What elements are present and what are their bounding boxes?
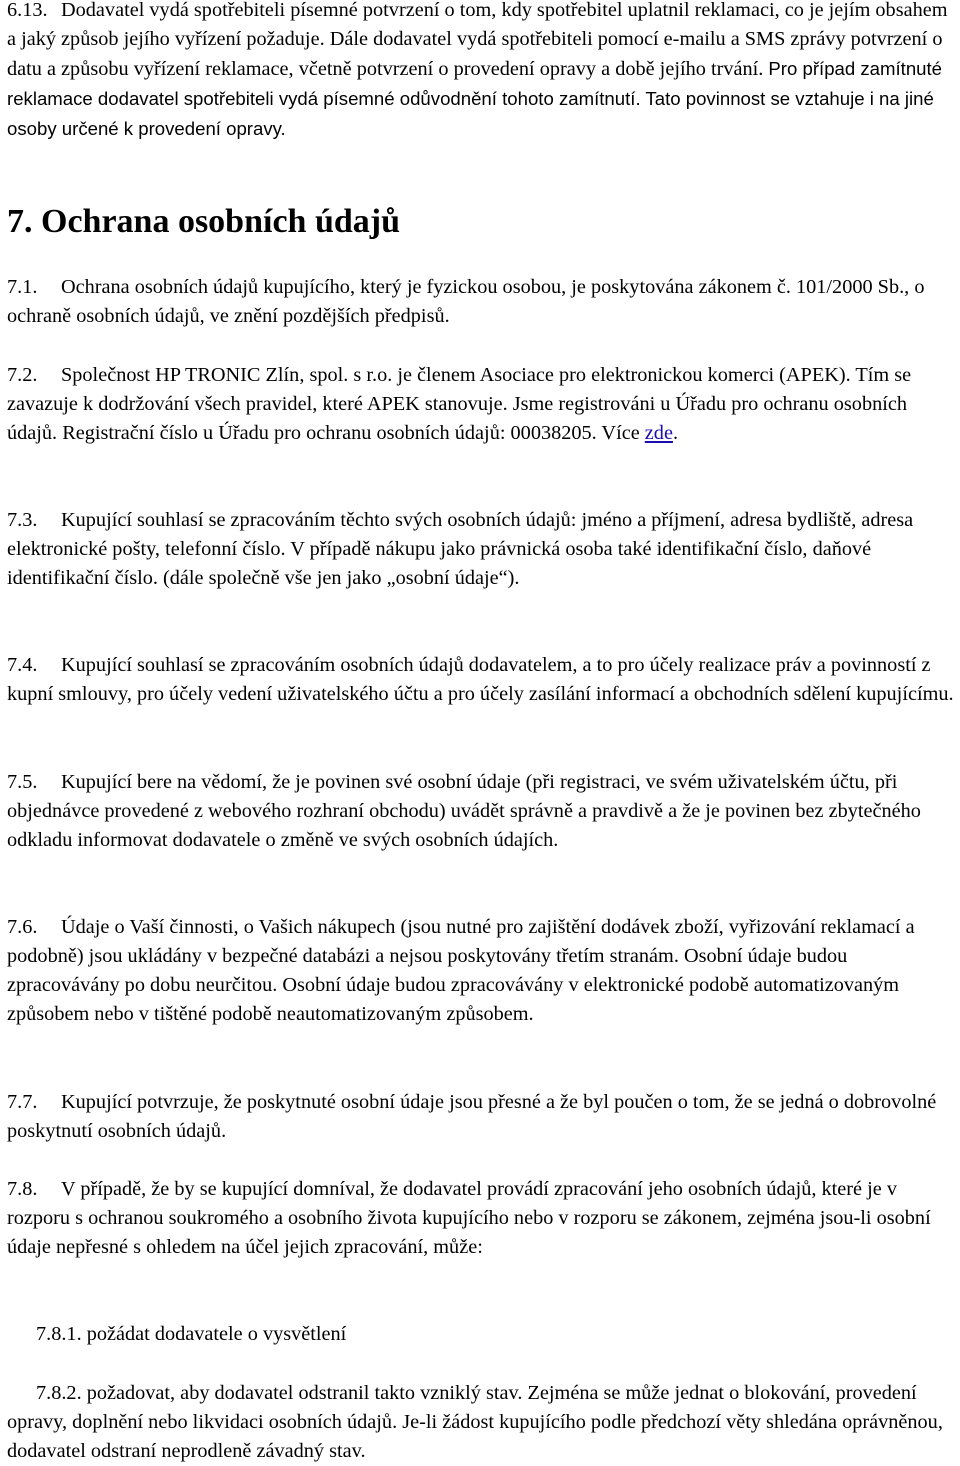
- section-text: Společnost HP TRONIC Zlín, spol. s r.o. je členem Asociace pro elektronickou komerci (APEK). Tím se zavazuje k dodržování všech pravidel, které APEK stanovuje. Jsme registrováni u Úřadu pro ochranu osobních údajů. Registrační číslo u Úřadu pro ochranu osobních údajů: 00038205. Více: [7, 364, 912, 444]
- section-number: 7.1.: [7, 276, 38, 298]
- section-7-8-2: 7.8.2. požadovat, aby dodavatel odstranil takto vzniklý stav. Zejména se může jednat o blokování, provedení opravy, doplnění nebo likvidaci osobních údajů. Je-li žádost kupujícího podle předchozí věty shledána oprávněnou, dodavatel odstraní neprodleně závadný stav.: [7, 1382, 943, 1462]
- section-text: Kupující souhlasí se zpracováním osobních údajů dodavatelem, a to pro účely realizace práv a povinností z kupní smlouvy, pro účely vedení uživatelského účtu a pro účely zasílání informací a obchodních sdělení kupujícímu.: [7, 654, 954, 705]
- section-number: 7.8.: [7, 1178, 38, 1200]
- section-7-5: [7, 768, 955, 855]
- section-number: 7.3.: [7, 509, 38, 531]
- section-7-8-1: 7.8.1. požádat dodavatele o vysvětlení: [36, 1323, 347, 1345]
- section-7-1: [7, 273, 955, 331]
- section-number: 7.4.: [7, 654, 38, 676]
- section-number: 7.5.: [7, 771, 38, 793]
- section-7-7: [7, 1088, 955, 1146]
- section-text-end: .: [672, 422, 679, 444]
- section-text-sans: Pro případ zamítnuté reklamace dodavatel spotřebiteli vydá písemné odůvodnění tohoto zamítnutí. Tato povinnost se vztahuje i na jiné osoby určené k provedení opravy.: [7, 58, 943, 139]
- section-7-6: [7, 913, 955, 1029]
- section-number: 7.2.: [7, 364, 38, 386]
- section-text: V případě, že by se kupující domníval, že dodavatel provádí zpracování jeho osobních údajů, které je v rozporu s ochranou soukromého a osobního života kupujícího nebo v rozporu se zákonem, zejména jsou-li osobní údaje nepřesné s ohledem na účel jejich zpracování, může:: [7, 1178, 931, 1258]
- section-6-13: [7, 0, 955, 144]
- section-7-2: [7, 361, 955, 448]
- section-number: 7.6.: [7, 916, 38, 938]
- section-number: 6.13.: [7, 0, 48, 21]
- section-heading: 7. Ochrana osobních údajů: [7, 203, 400, 240]
- section-text: Kupující souhlasí se zpracováním těchto svých osobních údajů: jméno a příjmení, adresa bydliště, adresa elektronické pošty, telefonní číslo. V případě nákupu jako právnická osoba také identifikační číslo, daňové identifikační číslo. (dále společně vše jen jako „osobní údaje“).: [7, 509, 914, 589]
- section-text: Dodavatel vydá spotřebiteli písemné potvrzení o tom, kdy spotřebitel uplatnil reklamaci, co je jejím obsahem a jaký způsob jejího vyřízení požaduje. Dále dodavatel vydá spotřebiteli pomocí e-mailu a SMS zprávy potvrzení o datu a způsobu vyřízení reklamace, včetně potvrzení o provedení opravy a době jejího trvání.: [7, 0, 948, 80]
- section-text: Kupující potvrzuje, že poskytnuté osobní údaje jsou přesné a že byl poučen o tom, že se jedná o dobrovolné poskytnutí osobních údajů.: [7, 1091, 937, 1142]
- section-7-3: [7, 506, 955, 593]
- section-7-4: [7, 651, 955, 709]
- section-text: Ochrana osobních údajů kupujícího, který je fyzickou osobou, je poskytována zákonem č. 101/2000 Sb., o ochraně osobních údajů, ve znění pozdějších předpisů.: [7, 276, 925, 327]
- section-7-8: [7, 1175, 955, 1262]
- more-info-link[interactable]: zde: [644, 422, 673, 444]
- section-text: Kupující bere na vědomí, že je povinen své osobní údaje (při registraci, ve svém uživatelském účtu, při objednávce provedené z webového rozhraní obchodu) uvádět správně a pravdivě a že je povinen bez zbytečného odkladu informovat dodavatele o změně ve svých osobních údajích.: [7, 771, 921, 851]
- section-text: Údaje o Vaší činnosti, o Vašich nákupech (jsou nutné pro zajištění dodávek zboží, vyřizování reklamací a podobně) jsou ukládány v bezpečné databázi a nejsou poskytovány třetím stranám. Osobní údaje budou zpracovávány po dobu neurčitou. Osobní údaje budou zpracovávány v elektronické podobě automatizovaným způsobem nebo v tištěné podobě neautomatizovaným způsobem.: [7, 916, 915, 1025]
- section-number: 7.7.: [7, 1091, 38, 1113]
